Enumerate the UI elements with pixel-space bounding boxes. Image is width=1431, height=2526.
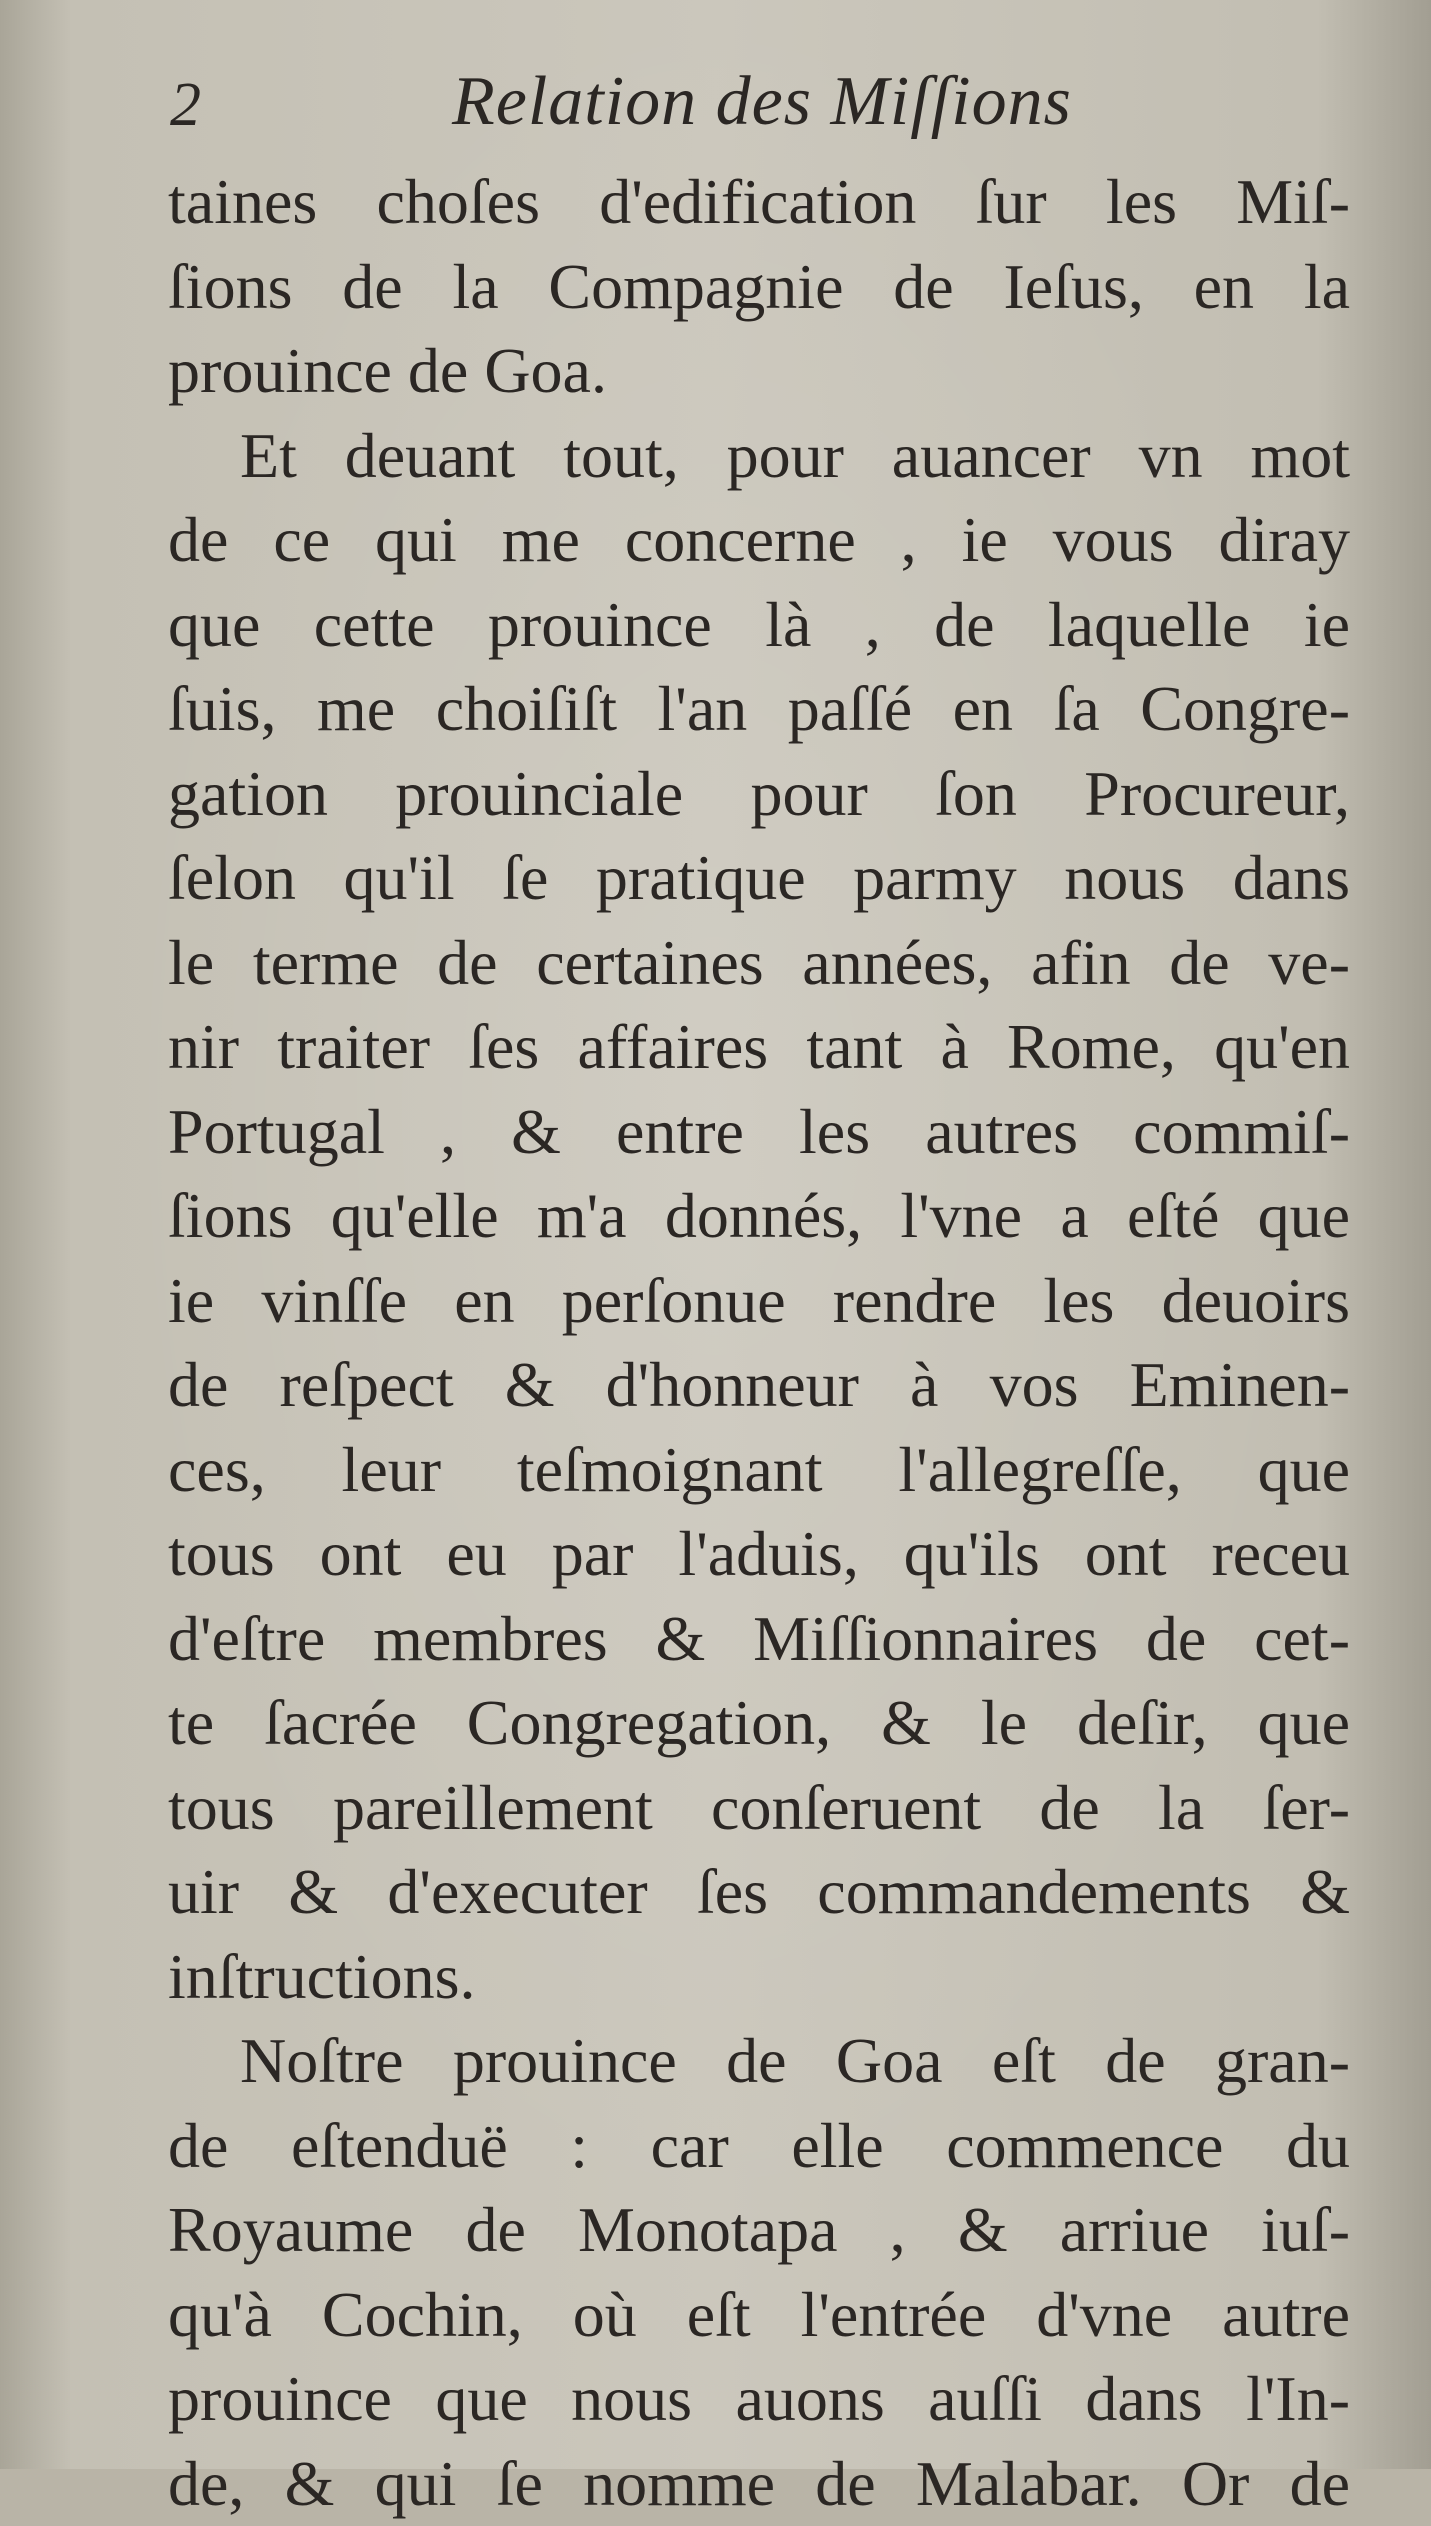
text-line: Portugal , & entre les autres commiſ- xyxy=(168,1090,1350,1175)
text-line: inſtructions. xyxy=(168,1935,1350,2020)
text-line: nir traiter ſes affaires tant à Rome, qu'en xyxy=(168,1005,1350,1090)
paragraph-first-line: Et deuant tout, pour auancer vn mot xyxy=(168,414,1350,499)
text-line: gation prouinciale pour ſon Procureur, xyxy=(168,752,1350,837)
text-line: de eſtenduë : car elle commence du xyxy=(168,2104,1350,2189)
text-line: ces, leur teſmoignant l'allegreſſe, que xyxy=(168,1428,1350,1513)
page-number: 2 xyxy=(170,70,201,141)
text-line: ſuis, me choiſiſt l'an paſſé en ſa Congre- xyxy=(168,667,1350,752)
text-line: de reſpect & d'honneur à vos Eminen- xyxy=(168,1343,1350,1428)
text-line: de, & qui ſe nomme de Malabar. Or de xyxy=(168,2442,1350,2526)
text-line: ſions de la Compagnie de Ieſus, en la xyxy=(168,245,1350,330)
text-line: taines choſes d'edification ſur les Miſ- xyxy=(168,160,1350,245)
text-line: le terme de certaines années, afin de ve- xyxy=(168,921,1350,1006)
text-line: de ce qui me concerne , ie vous diray xyxy=(168,498,1350,583)
text-line: prouince de Goa. xyxy=(168,329,1350,414)
text-line: te ſacrée Congregation, & le deſir, que xyxy=(168,1681,1350,1766)
text-line: tous pareillement conſeruent de la ſer- xyxy=(168,1766,1350,1851)
text-line: ſelon qu'il ſe pratique parmy nous dans xyxy=(168,836,1350,921)
text-line: prouince que nous auons auſſi dans l'In- xyxy=(168,2357,1350,2442)
running-title: Relation des Miſſions xyxy=(452,62,1072,142)
text-line: que cette prouince là , de laquelle ie xyxy=(168,583,1350,668)
text-line: ſions qu'elle m'a donnés, l'vne a eſté que xyxy=(168,1174,1350,1259)
text-line: ie vinſſe en perſonue rendre les deuoirs xyxy=(168,1259,1350,1344)
text-line: qu'à Cochin, où eſt l'entrée d'vne autre xyxy=(168,2273,1350,2358)
text-block xyxy=(168,160,1350,2526)
text-line: Royaume de Monotapa , & arriue iuſ- xyxy=(168,2188,1350,2273)
text-line: d'eſtre membres & Miſſionnaires de cet- xyxy=(168,1597,1350,1682)
text-line: uir & d'executer ſes commandements & xyxy=(168,1850,1350,1935)
running-head xyxy=(170,62,1351,152)
text-line: tous ont eu par l'aduis, qu'ils ont receu xyxy=(168,1512,1350,1597)
paragraph-first-line: Noſtre prouince de Goa eſt de gran- xyxy=(168,2019,1350,2104)
